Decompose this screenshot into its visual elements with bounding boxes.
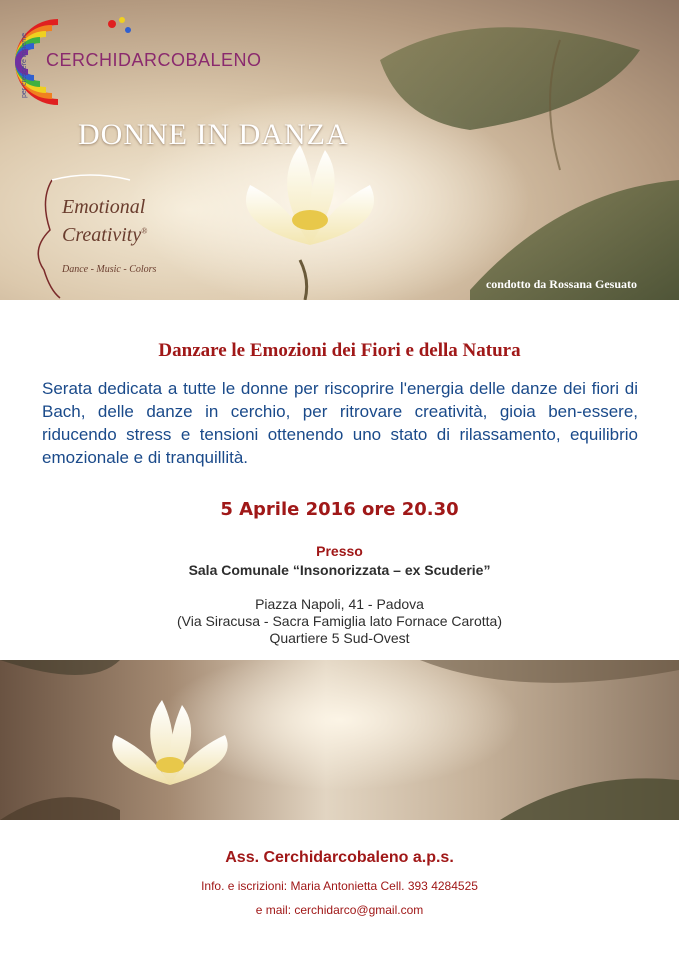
event-subtitle: Danzare le Emozioni dei Fiori e della Natura [158, 340, 521, 361]
event-description: Serata dedicata a tutte le donne per riscoprire l'energia delle danze dei fiori di Bach, delle danze in cerchio, per ritrovare creatività, gioia ben-essere, riducendo stress e tensioni ottenendo uno stato di rilassamento, equilibrio emozionale e di tranquillità. [42, 379, 638, 467]
contact-info: Info. e iscrizioni: Maria Antonietta Cell. 393 4284525 [201, 879, 478, 893]
conducted-by: condotto da Rossana Gesuato [485, 277, 637, 291]
address-line-1: Piazza Napoli, 41 - Padova [255, 596, 424, 612]
venue-address [0, 596, 679, 647]
venue-name: Sala Comunale “Insonorizzata – ex Scuderie” [188, 562, 491, 578]
emotional-logo-line1: Emotional [62, 196, 146, 218]
emotional-logo-line2: Creativity® [62, 224, 148, 246]
association-name: Ass. Cerchidarcobaleno a.p.s. [225, 849, 454, 866]
address-line-3: Quartiere 5 Sud-Ovest [269, 630, 410, 646]
address-line-2: (Via Siracusa - Sacra Famiglia lato Fornace Carotta) [177, 613, 502, 629]
logo-tagline: per crescere insieme [20, 33, 28, 98]
lotus-lower-illustration [0, 660, 679, 820]
page-title: DONNE IN DANZA [78, 118, 349, 151]
lotus-lower-image [0, 660, 679, 820]
presso-label: Presso [316, 543, 363, 559]
logo-text: CERCHIDARCOBALENO [46, 50, 262, 70]
header-banner [0, 0, 679, 300]
contact-email: e mail: cerchidarco@gmail.com [255, 903, 424, 917]
emotional-logo-tagline: Dance - Music - Colors [62, 264, 157, 275]
event-date-time: 5 Aprile 2016 ore 20.30 [220, 499, 459, 520]
